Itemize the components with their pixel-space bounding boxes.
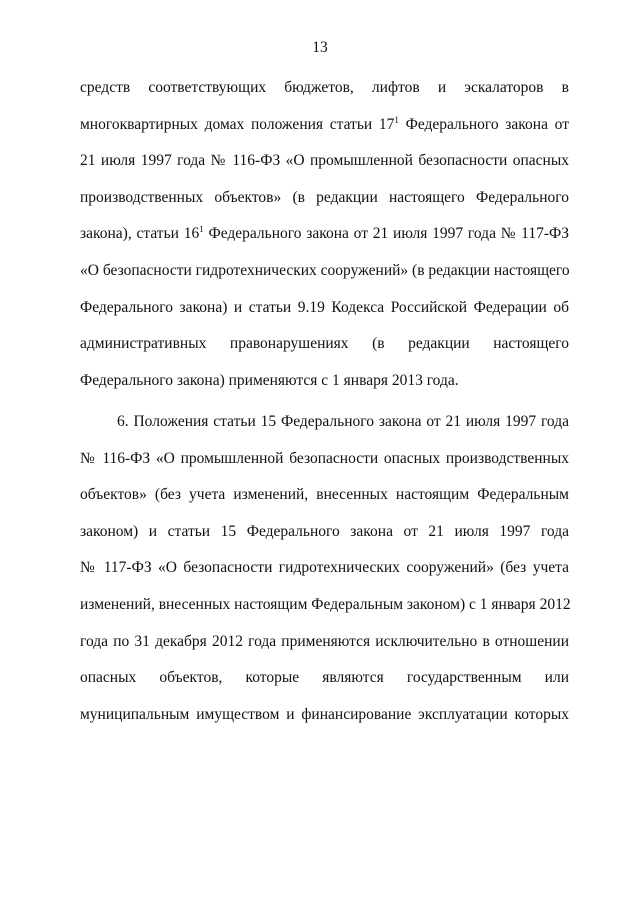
- text-line: многоквартирных домах положения статьи $17^1$ Федерального закона от: [80, 114, 569, 133]
- text-line: изменений, внесенных настоящим Федеральным законом) с 1 января 2012: [80, 595, 571, 613]
- text-line: административных правонарушениях (в редакции настоящего: [80, 335, 569, 353]
- text-line: закона), статьи $16^1$ Федерального закона от 21 июля 1997 года № 117-ФЗ: [80, 224, 570, 243]
- superscript: 1: [199, 224, 204, 235]
- paragraph-2: [80, 404, 569, 733]
- text-line: года по 31 декабря 2012 года применяются исключительно в отношении: [80, 632, 569, 650]
- text-line: Федерального закона) и статьи 9.19 Кодекса Российской Федерации об: [80, 298, 569, 316]
- text-line: опасных объектов, которые являются государственным или: [80, 669, 569, 687]
- text-line: объектов» (без учета изменений, внесенных настоящим Федеральным: [80, 486, 569, 504]
- text-line: № 117-ФЗ «О безопасности гидротехнических сооружений» (без учета: [80, 559, 569, 577]
- text-line: муниципальным имуществом и финансирование эксплуатации которых: [80, 705, 569, 723]
- text-line: 21 июля 1997 года № 116-ФЗ «О промышленной безопасности опасных: [80, 152, 569, 170]
- paragraph-1: [80, 70, 569, 399]
- text-line: «О безопасности гидротехнических сооружений» (в редакции настоящего: [80, 261, 570, 279]
- page-number: 13: [312, 39, 328, 56]
- text-line: средств соответствующих бюджетов, лифтов и эскалаторов в: [80, 79, 569, 96]
- text-line: № 116-ФЗ «О промышленной безопасности опасных производственных: [80, 449, 569, 467]
- text-line: 6. Положения статьи 15 Федерального закона от 21 июля 1997 года: [117, 413, 569, 430]
- text-line: Федерального закона) применяются с 1 января 2013 года.: [80, 371, 459, 389]
- text-line: законом) и статьи 15 Федерального закона от 21 июля 1997 года: [80, 522, 569, 540]
- text-line: производственных объектов» (в редакции настоящего Федерального: [80, 188, 569, 206]
- superscript: 1: [394, 114, 399, 125]
